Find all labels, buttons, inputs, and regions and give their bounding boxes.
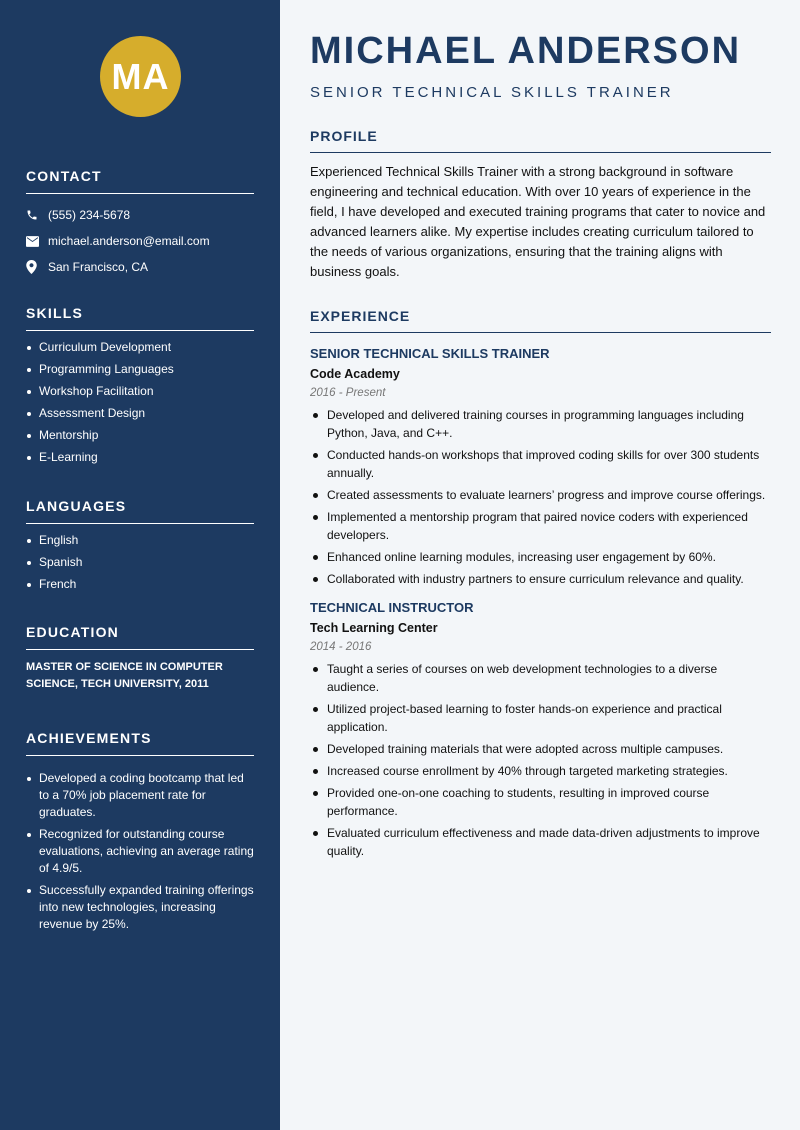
- list-item: Curriculum Development: [26, 339, 254, 356]
- languages-list: [26, 532, 254, 593]
- list-item: Developed training materials that were adopted across multiple campuses.: [310, 740, 771, 758]
- education-section: [26, 624, 254, 693]
- profile-section: [310, 128, 771, 282]
- list-item: Recognized for outstanding course evaluations, achieving an average rating of 4.9/5.: [26, 826, 254, 877]
- list-item: Provided one-on-one coaching to students, resulting in improved course performance.: [310, 784, 771, 820]
- phone-icon: [26, 209, 48, 221]
- list-item: English: [26, 532, 254, 549]
- list-item: Conducted hands-on workshops that improved coding skills for over 300 students annually.: [310, 446, 771, 482]
- list-item: Utilized project-based learning to foster hands-on experience and practical application.: [310, 700, 771, 736]
- job-title: SENIOR TECHNICAL SKILLS TRAINER: [310, 346, 550, 361]
- contact-section: [26, 168, 254, 276]
- languages-heading: LANGUAGES: [26, 498, 254, 524]
- job-dates: 2016 - Present: [310, 387, 386, 399]
- education-line-2: SCIENCE, TECH UNIVERSITY, 2011: [26, 678, 209, 690]
- list-item: Enhanced online learning modules, increasing user engagement by 60%.: [310, 548, 771, 566]
- job-entry: [310, 346, 771, 588]
- contact-phone: [26, 206, 254, 224]
- list-item: Programming Languages: [26, 361, 254, 378]
- candidate-title: SENIOR TECHNICAL SKILLS TRAINER: [310, 84, 674, 101]
- list-item: French: [26, 576, 254, 593]
- job-company: Tech Learning Center: [310, 621, 438, 635]
- candidate-name: MICHAEL ANDERSON: [310, 30, 742, 72]
- education-heading: EDUCATION: [26, 624, 254, 650]
- list-item: Created assessments to evaluate learners’ progress and improve course offerings.: [310, 486, 771, 504]
- sidebar: [0, 0, 280, 1130]
- list-item: Mentorship: [26, 427, 254, 444]
- education-line-1: MASTER OF SCIENCE IN COMPUTER: [26, 661, 223, 673]
- job-bullets: [310, 660, 771, 860]
- contact-heading: CONTACT: [26, 168, 254, 194]
- job-company: Code Academy: [310, 367, 400, 381]
- skills-section: [26, 305, 254, 471]
- avatar-initials: MA: [111, 55, 170, 97]
- list-item: Evaluated curriculum effectiveness and made data-driven adjustments to improve quality.: [310, 824, 771, 860]
- list-item: Increased course enrollment by 40% through targeted marketing strategies.: [310, 762, 771, 780]
- avatar: [100, 36, 181, 117]
- list-item: Implemented a mentorship program that paired novice coders with experienced developers.: [310, 508, 771, 544]
- job-bullets: [310, 406, 771, 588]
- location-text: San Francisco, CA: [48, 260, 149, 274]
- list-item: Developed and delivered training courses in programming languages including Python, Java, and C++.: [310, 406, 771, 442]
- profile-heading: PROFILE: [310, 128, 771, 153]
- location-pin-icon: [26, 260, 48, 274]
- list-item: Collaborated with industry partners to ensure curriculum relevance and quality.: [310, 570, 771, 588]
- achievements-heading: ACHIEVEMENTS: [26, 730, 254, 756]
- list-item: Assessment Design: [26, 405, 254, 422]
- experience-heading: EXPERIENCE: [310, 308, 771, 333]
- skills-list: [26, 339, 254, 466]
- languages-section: [26, 498, 254, 598]
- experience-section: [310, 308, 771, 864]
- list-item: Successfully expanded training offerings into new technologies, increasing revenue by 25%.: [26, 882, 254, 933]
- job-title: TECHNICAL INSTRUCTOR: [310, 600, 474, 615]
- list-item: Taught a series of courses on web development technologies to a diverse audience.: [310, 660, 771, 696]
- profile-text: Experienced Technical Skills Trainer with a strong background in software engineering and technical education. With over 10 years of experience in the field, I have developed and executed training programs that cater to novice and advanced learners alike. My expertise includes creating curriculum tailored to the needs of various organizations, ensuring that the training aligns with business goals.: [310, 164, 766, 279]
- job-dates: 2014 - 2016: [310, 641, 372, 653]
- contact-email: [26, 232, 254, 250]
- job-entry: [310, 600, 771, 860]
- list-item: E-Learning: [26, 449, 254, 466]
- achievements-section: [26, 730, 254, 938]
- phone-text: (555) 234-5678: [48, 208, 131, 222]
- list-item: Workshop Facilitation: [26, 383, 254, 400]
- email-icon: [26, 236, 48, 247]
- skills-heading: SKILLS: [26, 305, 254, 331]
- list-item: Developed a coding bootcamp that led to a 70% job placement rate for graduates.: [26, 770, 254, 821]
- achievements-list: [26, 770, 254, 933]
- list-item: Spanish: [26, 554, 254, 571]
- education-entry: [26, 659, 254, 693]
- email-text: michael.anderson@email.com: [48, 234, 210, 248]
- contact-location: [26, 258, 254, 276]
